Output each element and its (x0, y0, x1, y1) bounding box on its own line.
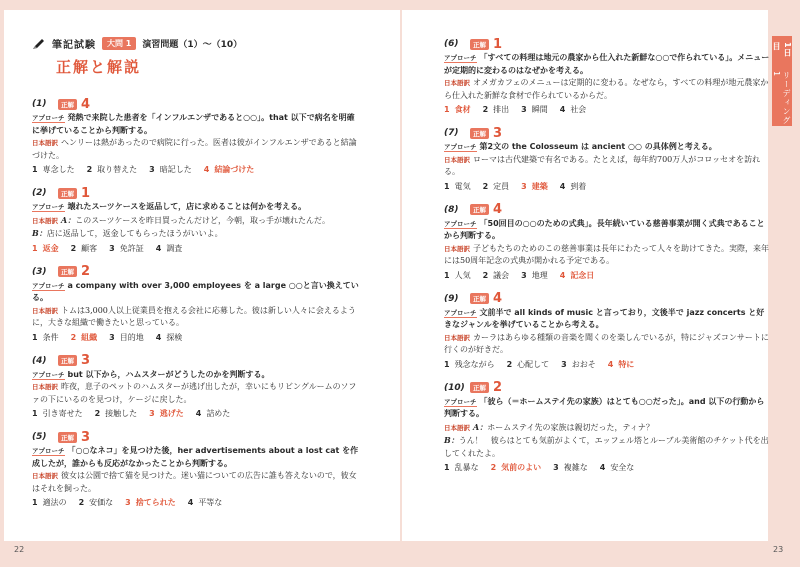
choice-item (483, 103, 510, 117)
choice-text: 到着 (570, 181, 587, 191)
choice-list (444, 358, 770, 372)
choice-correct (444, 103, 471, 117)
choice-item (483, 269, 510, 283)
choice-list (444, 180, 770, 194)
answer-number: 2 (81, 264, 91, 279)
question-number: (6) (444, 39, 459, 49)
approach-tag: アプローチ (32, 447, 65, 455)
approach-text: 「○○なネコ」を見つけた後，her advertisements about a lost cat を作成したが，誰からも反応がなかったことから判断する。 (32, 446, 359, 468)
translation-tag: 日本語訳 (444, 423, 470, 432)
answer-badge: 正解 (58, 432, 77, 443)
choice-list (444, 461, 770, 475)
choice-number: 1 (32, 409, 38, 418)
choice-text: 安全な (610, 463, 635, 472)
choice-number: 1 (32, 498, 38, 507)
translation-text: 彼女は公園で捨て猫を見つけた。迷い猫についての広告に誰も答えないので，彼女はそれを飼った。 (32, 471, 357, 493)
approach-line (444, 218, 770, 243)
approach-tag: アプローチ (32, 370, 65, 379)
choice-number: 3 (521, 270, 527, 280)
translation-line (32, 227, 362, 241)
choice-item (553, 461, 588, 475)
choice-number: 3 (125, 498, 131, 507)
choice-item (561, 358, 596, 372)
choice-number: 3 (149, 165, 155, 174)
approach-line (444, 141, 770, 154)
answer-badge: 正解 (470, 128, 489, 139)
question-number: (10) (444, 382, 465, 393)
choice-list (32, 242, 362, 256)
left-column (32, 96, 362, 518)
question-number: (7) (444, 128, 459, 138)
choice-text: 条件 (42, 332, 59, 342)
choice-item (600, 461, 635, 475)
answer-number: 1 (493, 36, 503, 52)
choice-number: 2 (490, 463, 497, 472)
choice-item (32, 496, 67, 510)
choice-item (109, 242, 144, 256)
translation-text: オメガカフェのメニューは定期的に変わる。なぜなら，すべての料理が地元農家から仕入れた新鮮な食材で作られているからだ。 (444, 78, 769, 100)
speaker-label: B： (444, 435, 459, 445)
choice-number: 1 (32, 332, 38, 342)
choice-text: 定員 (493, 181, 510, 191)
choice-correct (491, 461, 542, 475)
question-number: (5) (32, 432, 47, 442)
approach-text: 「彼ら（＝ホームステイ先の家族）はとても○○だった」。and 以下の行動から判断する。 (444, 396, 765, 418)
question-header (444, 291, 770, 307)
question-item (32, 353, 362, 422)
side-tab-day: 1日目 (772, 42, 792, 58)
choice-item (483, 180, 510, 194)
translation-text: 昨夜，息子のペットのハムスターが逃げ出したが，幸いにもリビングルームのソファの下にいるのを見つけ，ケージに戻した。 (32, 382, 357, 404)
choice-number: 2 (482, 105, 489, 114)
question-item (32, 429, 362, 510)
choice-number: 1 (444, 105, 450, 114)
question-header (32, 185, 362, 201)
approach-text: 「50回目の○○のための式典」。長年続いている慈善事業が開く式典であることから判断する。 (444, 218, 765, 240)
translation-text: 店に返品して，返金してもらったほうがいいよ。 (46, 229, 223, 238)
choice-item (560, 180, 587, 194)
speaker-label: A： (473, 421, 488, 432)
question-header (32, 96, 362, 112)
page-title: 正解と解説 (56, 58, 142, 76)
approach-text: 発熱で来院した患者を「インフルエンザであると○○」。that 以下で病名を明確に挙げていることから判断する。 (32, 113, 355, 135)
choice-item (507, 358, 550, 372)
choice-number: 4 (559, 270, 566, 280)
choice-item (156, 331, 183, 345)
side-index-tab (772, 36, 792, 126)
page-number-right: 23 (773, 545, 784, 554)
choice-number: 1 (444, 359, 450, 369)
choice-text: 気前のよい (501, 463, 542, 472)
choice-number: 3 (521, 181, 527, 191)
approach-text: but 以下から，ハムスターがどうしたのかを判断する。 (67, 369, 270, 379)
choice-number: 3 (521, 105, 527, 114)
header-title: 筆記試験 (52, 40, 96, 51)
choice-number: 4 (187, 498, 194, 507)
question-number: (4) (32, 355, 47, 366)
choice-item (149, 163, 192, 177)
approach-text: 「すべての料理は地元の農家から仕入れた新鮮な○○で作られている」。メニューが定期的に変わるのはなぜかを考える。 (444, 53, 770, 75)
choice-correct (149, 407, 184, 421)
choice-number: 2 (86, 165, 93, 174)
choice-number: 4 (155, 332, 162, 342)
choice-item (95, 407, 138, 421)
choice-number: 2 (482, 270, 489, 280)
choice-number: 2 (70, 332, 77, 342)
question-header (32, 429, 362, 445)
choice-text: 逃げた (159, 409, 184, 418)
choice-correct (125, 496, 176, 510)
choice-text: 暗記した (159, 165, 192, 174)
answer-badge: 正解 (58, 99, 77, 110)
translation-text: ローマは古代建築で有名である。たとえば，毎年約700万人がコロッセオを訪れる。 (444, 154, 761, 176)
question-header (32, 264, 362, 280)
translation-tag: 日本語訳 (444, 244, 470, 253)
choice-number: 2 (482, 181, 489, 191)
approach-tag: アプローチ (444, 397, 477, 406)
translation-tag: 日本語訳 (32, 139, 58, 147)
question-number: (8) (444, 204, 459, 215)
choice-text: 複雑な (563, 463, 588, 472)
choice-number: 2 (70, 243, 77, 253)
choice-text: 捨てられた (135, 498, 176, 507)
choice-list (32, 407, 362, 421)
choice-number: 3 (109, 243, 115, 253)
translation-line (444, 243, 770, 268)
choice-text: 乱暴な (454, 463, 479, 472)
translation-tag: 日本語訳 (444, 79, 470, 87)
question-number: (2) (32, 188, 47, 198)
answer-badge: 正解 (58, 266, 77, 277)
answer-number: 3 (81, 429, 91, 445)
right-column (444, 36, 770, 483)
question-item (444, 202, 770, 283)
section-header (32, 36, 242, 51)
approach-tag: アプローチ (444, 143, 477, 151)
choice-number: 3 (553, 463, 559, 472)
choice-item (560, 103, 587, 117)
translation-line (32, 137, 362, 162)
header-subtitle: 演習問題（1）～（10） (142, 40, 243, 50)
translation-line (444, 421, 770, 435)
approach-line (444, 307, 770, 332)
choice-text: おおそ (571, 359, 596, 369)
choice-correct (204, 163, 255, 177)
choice-text: 人気 (454, 270, 471, 280)
translation-line (444, 154, 770, 179)
choice-number: 1 (444, 463, 450, 472)
choice-item (156, 242, 183, 256)
choice-number: 4 (559, 105, 566, 114)
choice-text: 平等な (198, 498, 223, 507)
choice-number: 1 (444, 270, 450, 280)
translation-text: ホームステイ先の家族は親切だった，ティナ？ (487, 422, 654, 432)
choice-list (32, 496, 362, 510)
choice-correct (71, 331, 98, 345)
approach-text: 壊れたスーツケースを返品して，店に求めることは何かを考える。 (67, 202, 307, 211)
choice-number: 4 (203, 165, 210, 174)
choice-item (79, 496, 114, 510)
choice-text: 心配して (517, 359, 550, 369)
approach-line (32, 280, 362, 305)
choice-item (196, 407, 231, 421)
answer-number: 3 (493, 125, 503, 141)
translation-tag: 日本語訳 (32, 216, 58, 225)
approach-tag: アプローチ (444, 219, 477, 228)
question-number: (9) (444, 293, 459, 304)
choice-number: 2 (506, 359, 513, 369)
choice-number: 4 (195, 409, 202, 418)
page-number-left: 22 (14, 545, 25, 554)
choice-text: 返金 (42, 243, 59, 253)
choice-number: 1 (444, 181, 450, 191)
question-item (32, 264, 362, 345)
choice-text: 目的地 (119, 332, 144, 342)
translation-tag: 日本語訳 (444, 155, 470, 164)
answer-number: 4 (493, 291, 503, 306)
choice-item (188, 496, 223, 510)
choice-number: 3 (149, 409, 155, 418)
approach-text: a company with over 3,000 employees を a large ○○と言い換えている。 (32, 280, 359, 302)
choice-item (444, 358, 495, 372)
approach-tag: アプローチ (444, 308, 477, 317)
choice-number: 3 (109, 332, 115, 342)
approach-line (444, 52, 770, 77)
approach-tag: アプローチ (32, 114, 65, 122)
header-badge: 大問 1 (102, 37, 136, 50)
translation-line (444, 77, 770, 102)
choice-item (32, 407, 83, 421)
choice-item (521, 269, 548, 283)
pencil-icon (32, 38, 46, 50)
choice-number: 4 (559, 181, 566, 191)
side-tab-label: リーディング1 (772, 70, 791, 125)
approach-tag: アプローチ (32, 203, 65, 211)
choice-text: 瞬間 (531, 105, 548, 114)
choice-list (444, 103, 770, 117)
translation-text: このスーツケースを昨日買ったんだけど，今朝，取っ手が壊れたんだ。 (75, 215, 331, 225)
question-item (32, 96, 362, 177)
choice-text: 食材 (454, 105, 471, 114)
choice-text: 探検 (166, 332, 183, 342)
answer-badge: 正解 (470, 382, 489, 393)
question-item (444, 36, 770, 117)
translation-line (32, 381, 362, 406)
approach-text: 文前半で all kinds of music と言っており，文後半で jazz concerts と好きなジャンルを挙げていることから考える。 (444, 307, 765, 329)
choice-text: 取り替えた (97, 165, 138, 174)
answer-badge: 正解 (470, 39, 489, 50)
approach-line (32, 201, 362, 214)
choice-text: 引き寄せた (42, 409, 83, 418)
approach-text: 第2文の the Colosseum は ancient ○○ の具体例と考える。 (479, 142, 717, 151)
choice-text: 結論づけた (214, 165, 255, 174)
question-header (444, 125, 770, 141)
choice-text: 社会 (570, 105, 587, 114)
choice-list (32, 331, 362, 345)
choice-text: 接触した (105, 409, 138, 418)
translation-line (32, 470, 362, 495)
choice-text: 残念ながら (454, 359, 495, 369)
choice-list (32, 163, 362, 177)
choice-item (32, 331, 59, 345)
question-number: (1) (32, 99, 47, 109)
choice-number: 2 (94, 409, 101, 418)
answer-number: 4 (493, 202, 503, 217)
choice-number: 1 (32, 243, 38, 253)
speaker-label: A： (61, 214, 76, 225)
choice-number: 4 (155, 243, 162, 253)
question-header (444, 380, 770, 396)
translation-tag: 日本語訳 (32, 472, 58, 480)
choice-text: 議会 (493, 270, 510, 280)
choice-number: 1 (32, 165, 38, 174)
question-item (444, 380, 770, 476)
translation-line (32, 305, 362, 330)
choice-number: 3 (561, 359, 567, 369)
translation-text: うん！ 彼らはとても気前がよくて，エッフェル塔とルーブル美術館のチケット代を出してくれたよ。 (444, 436, 769, 458)
choice-item (87, 163, 138, 177)
translation-line (444, 332, 770, 357)
choice-list (444, 269, 770, 283)
choice-correct (521, 180, 548, 194)
choice-text: 排出 (493, 105, 510, 114)
choice-text: 組織 (81, 332, 98, 342)
choice-text: 顧客 (81, 243, 98, 253)
translation-tag: 日本語訳 (32, 306, 58, 315)
speaker-label: B： (32, 228, 47, 238)
answer-number: 3 (81, 353, 91, 368)
choice-item (444, 269, 471, 283)
answer-number: 2 (493, 380, 503, 395)
choice-text: 適法の (42, 498, 67, 507)
choice-text: 安価な (89, 498, 114, 507)
choice-text: 記念日 (570, 270, 595, 280)
choice-correct (560, 269, 595, 283)
approach-tag: アプローチ (32, 281, 65, 290)
choice-correct (32, 242, 59, 256)
approach-line (32, 369, 362, 382)
answer-number: 4 (81, 96, 91, 112)
translation-tag: 日本語訳 (444, 333, 470, 342)
choice-number: 4 (599, 463, 606, 472)
choice-item (521, 103, 548, 117)
choice-text: 地理 (531, 270, 548, 280)
question-header (444, 202, 770, 218)
choice-item (444, 461, 479, 475)
answer-badge: 正解 (58, 188, 77, 199)
choice-text: 詰めた (206, 409, 231, 418)
translation-text: カーラはあらゆる種類の音楽を聞くのを楽しんでいるが，特にジャズコンサートに行くのが好きだ。 (444, 332, 769, 354)
choice-number: 2 (78, 498, 85, 507)
question-item (32, 185, 362, 256)
choice-text: 免許証 (119, 243, 144, 253)
answer-badge: 正解 (58, 355, 77, 366)
translation-line (444, 434, 770, 460)
choice-item (109, 331, 144, 345)
answer-badge: 正解 (470, 293, 489, 304)
choice-item (32, 163, 75, 177)
choice-text: 電気 (454, 181, 471, 191)
choice-text: 調査 (166, 243, 183, 253)
question-item (444, 125, 770, 194)
choice-text: 特に (618, 359, 635, 369)
question-number: (3) (32, 266, 47, 277)
choice-number: 4 (607, 359, 614, 369)
answer-badge: 正解 (470, 204, 489, 215)
choice-text: 建築 (531, 181, 548, 191)
question-item (444, 291, 770, 372)
choice-item (71, 242, 98, 256)
translation-tag: 日本語訳 (32, 383, 58, 391)
translation-line (32, 214, 362, 228)
choice-item (444, 180, 471, 194)
approach-line (32, 445, 362, 470)
approach-line (444, 396, 770, 421)
translation-text: トムは3,000人以上従業員を抱える会社に応募した。彼は新しい人々に会えるように，大きな組織で働きたいと思っている。 (32, 305, 356, 327)
question-header (32, 353, 362, 369)
choice-correct (608, 358, 635, 372)
answer-number: 1 (81, 185, 91, 201)
choice-text: 専念した (42, 165, 75, 174)
approach-tag: アプローチ (444, 54, 477, 62)
translation-text: 子どもたちのためのこの慈善事業は長年にわたって人々を助けてきた。実際，来年には50周年記念の式典が開かれる予定である。 (444, 243, 769, 265)
approach-line (32, 112, 362, 137)
question-header (444, 36, 770, 52)
translation-text: ヘンリーは熱があったので病院に行った。医者は彼がインフルエンザであると結論づけた。 (32, 138, 357, 160)
